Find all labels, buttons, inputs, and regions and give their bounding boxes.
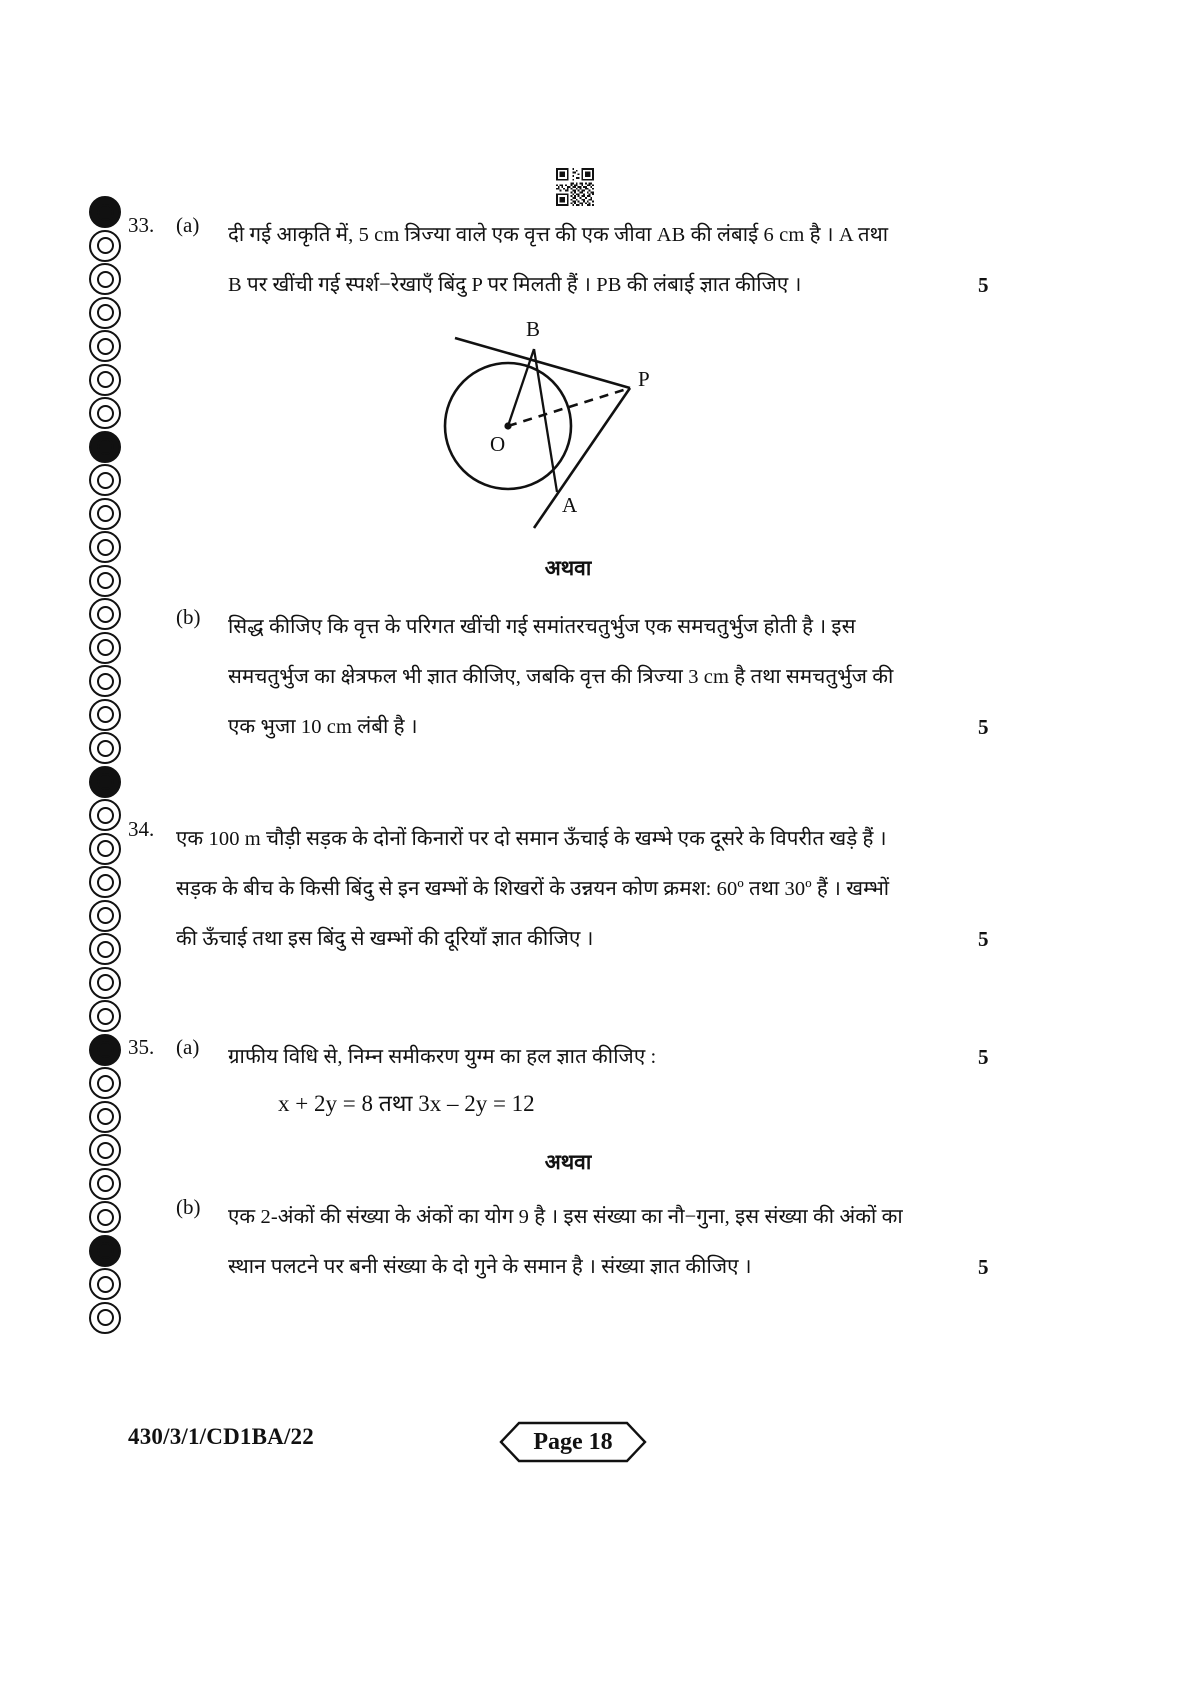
binding-ring — [89, 1302, 121, 1334]
or-separator-35: अथवा — [544, 1150, 592, 1174]
question-35b-line-2: स्थान पलटने पर बनी संख्या के दो गुने के समान है । संख्या ज्ञात कीजिए । — [228, 1256, 752, 1278]
binding-ring — [89, 196, 121, 228]
marks-33a: 5 — [978, 273, 989, 297]
binding-ring — [89, 1201, 121, 1233]
label-a: A — [562, 493, 578, 517]
question-34-line-3: की ऊँचाई तथा इस बिंदु से खम्भों की दूरियाँ ज्ञात कीजिए । — [176, 928, 594, 950]
question-35b — [128, 1192, 1008, 1292]
paper-code: 430/3/1/CD1BA/22 — [128, 1424, 314, 1449]
binding-ring — [89, 397, 121, 429]
question-34-line-1: एक 100 m चौड़ी सड़क के दोनों किनारों पर दो समान ऊँचाई के खम्भे एक दूसरे के विपरीत खड़े हैं । — [176, 828, 887, 850]
binding-ring — [89, 665, 121, 697]
marks-35a: 5 — [978, 1045, 989, 1069]
question-number: 33. — [128, 213, 155, 237]
binding-ring — [89, 531, 121, 563]
or-separator-33: अथवा — [544, 556, 592, 580]
center-point-o — [504, 422, 511, 429]
question-33b-line-2: समचतुर्भुज का क्षेत्रफल भी ज्ञात कीजिए, जबकि वृत्त की त्रिज्या 3 cm है तथा समचतुर्भुज की — [228, 666, 894, 688]
binding-ring — [89, 699, 121, 731]
marks-35b: 5 — [978, 1255, 989, 1279]
question-33b — [128, 602, 1008, 752]
label-o: O — [490, 432, 506, 456]
equation-35a: x + 2y = 8 तथा 3x – 2y = 12 — [278, 1091, 535, 1116]
marks-34: 5 — [978, 927, 989, 951]
binding-ring — [89, 230, 121, 262]
question-33a-line-2: B पर खींची गई स्पर्श−रेखाएँ बिंदु P पर मिलती हैं । PB की लंबाई ज्ञात कीजिए । — [228, 274, 802, 296]
binding-ring — [89, 1067, 121, 1099]
question-column — [128, 210, 1008, 1292]
qr-code — [556, 168, 594, 206]
page-number-badge — [473, 1420, 673, 1464]
question-33b-line-1: सिद्ध कीजिए कि वृत्त के परिगत खींची गई समांतरचतुर्भुज एक समचतुर्भुज होती है । इस — [228, 616, 856, 638]
question-35b-line-1: एक 2-अंकों की संख्या के अंकों का योग 9 है । इस संख्या का नौ−गुना, इस संख्या की अंकों का — [228, 1206, 903, 1228]
part-label: (a) — [176, 213, 200, 237]
question-35a-line-1: ग्राफीय विधि से, निम्न समीकरण युग्म का हल ज्ञात कीजिए : — [228, 1046, 657, 1068]
question-34-line-2: सड़क के बीच के किसी बिंदु से इन खम्भों के शिखरों के उन्नयन कोण क्रमश: 60º तथा 30º हैं । खम्भों — [176, 878, 890, 900]
question-33 — [128, 210, 1008, 310]
binding-ring — [89, 364, 121, 396]
binding-ring — [89, 933, 121, 965]
spiral-binding — [88, 196, 122, 1376]
binding-ring — [89, 431, 121, 463]
question-33a-line-1: दी गई आकृति में, 5 cm त्रिज्या वाले एक वृत्त की एक जीवा AB की लंबाई 6 cm है । A तथा — [228, 224, 889, 246]
binding-ring — [89, 464, 121, 496]
binding-ring — [89, 1268, 121, 1300]
binding-ring — [89, 967, 121, 999]
binding-ring — [89, 732, 121, 764]
binding-ring — [89, 799, 121, 831]
binding-ring — [89, 866, 121, 898]
binding-ring — [89, 1101, 121, 1133]
binding-ring — [89, 263, 121, 295]
question-34 — [128, 814, 1008, 964]
tangent-line-b — [455, 338, 630, 388]
question-33b-line-3: एक भुजा 10 cm लंबी है । — [228, 716, 418, 738]
question-35 — [128, 1032, 1008, 1082]
binding-ring — [89, 598, 121, 630]
label-p: P — [638, 367, 650, 391]
binding-ring — [89, 1000, 121, 1032]
binding-ring — [89, 297, 121, 329]
question-number-35: 35. — [128, 1035, 155, 1059]
page-number-label: Page 18 — [533, 1428, 613, 1455]
binding-ring — [89, 1034, 121, 1066]
binding-ring — [89, 1134, 121, 1166]
binding-ring — [89, 632, 121, 664]
chord-ba — [534, 349, 557, 492]
part-label-35a: (a) — [176, 1035, 200, 1059]
binding-ring — [89, 900, 121, 932]
binding-ring — [89, 330, 121, 362]
part-label-35b: (b) — [176, 1195, 201, 1219]
binding-ring — [89, 565, 121, 597]
figure-circle-tangents — [128, 316, 1008, 548]
page-footer — [128, 1420, 1008, 1466]
label-b: B — [526, 317, 541, 341]
tangent-line-a — [534, 388, 630, 528]
binding-ring — [89, 1168, 121, 1200]
part-label-33b: (b) — [176, 605, 201, 629]
binding-ring — [89, 833, 121, 865]
marks-33b: 5 — [978, 715, 989, 739]
question-number-34: 34. — [128, 817, 155, 841]
binding-ring — [89, 498, 121, 530]
binding-ring — [89, 1235, 121, 1267]
radius-ob — [508, 349, 534, 426]
binding-ring — [89, 766, 121, 798]
